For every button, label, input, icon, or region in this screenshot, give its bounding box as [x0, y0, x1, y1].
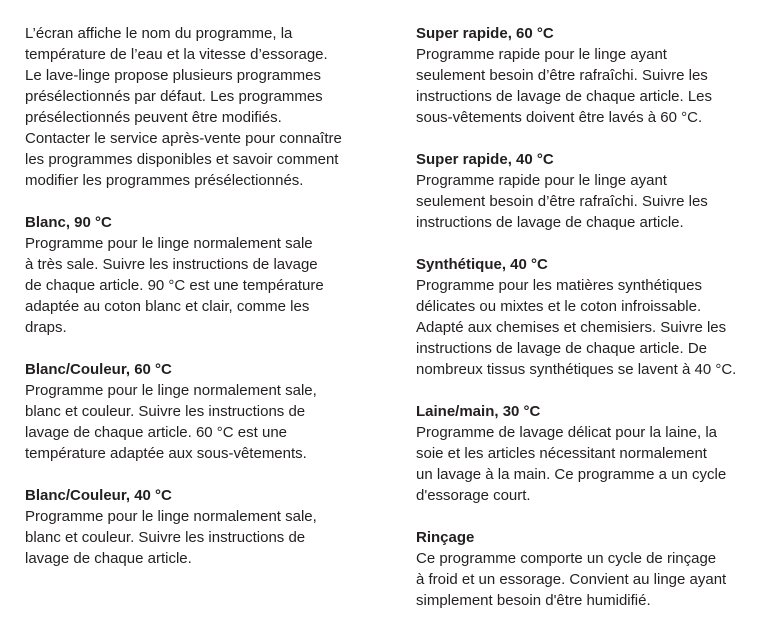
program-title: Blanc/Couleur, 40 °C: [25, 487, 172, 504]
program-rincage: [416, 527, 772, 611]
program-description-line: seulement besoin d’être rafraîchi. Suivre les: [416, 67, 708, 84]
program-title: Blanc, 90 °C: [25, 214, 112, 231]
program-blanc-couleur-60: [25, 359, 395, 464]
program-description-line: sous-vêtements doivent être lavés à 60 °C.: [416, 109, 703, 126]
program-description-line: Programme pour les matières synthétiques: [416, 277, 702, 294]
program-title: Rinçage: [416, 529, 475, 546]
program-blanc-90: [25, 212, 395, 338]
program-description-line: simplement besoin d'être humidifié.: [416, 592, 651, 609]
program-description-line: blanc et couleur. Suivre les instructions de: [25, 529, 306, 546]
intro-line: Le lave-linge propose plusieurs programmes: [25, 67, 321, 84]
intro-paragraph: [25, 23, 395, 191]
program-super-rapide-40: [416, 149, 772, 233]
program-description-line: Ce programme comporte un cycle de rinçage: [416, 550, 717, 567]
program-super-rapide-60: [416, 23, 772, 128]
program-description-line: instructions de lavage de chaque article. Les: [416, 88, 713, 105]
program-description-line: draps.: [25, 319, 67, 336]
program-description-line: blanc et couleur. Suivre les instructions de: [25, 403, 306, 420]
program-title: Super rapide, 60 °C: [416, 25, 554, 42]
program-description-line: température adaptée aux sous-vêtements.: [25, 445, 307, 462]
program-title: Laine/main, 30 °C: [416, 403, 541, 420]
right-column: [416, 23, 772, 632]
program-description-line: seulement besoin d’être rafraîchi. Suivre les: [416, 193, 708, 210]
intro-line: modifier les programmes présélectionnés.: [25, 172, 304, 189]
program-description-line: adaptée au coton blanc et clair, comme les: [25, 298, 310, 315]
intro-line: les programmes disponibles et savoir comment: [25, 151, 339, 168]
program-description-line: instructions de lavage de chaque article.: [416, 214, 684, 231]
program-description-line: Programme pour le linge normalement sale,: [25, 508, 317, 525]
program-description-line: d'essorage court.: [416, 487, 531, 504]
program-blanc-couleur-40: [25, 485, 395, 569]
program-description-line: délicates ou mixtes et le coton infroissable.: [416, 298, 702, 315]
program-description-line: soie et les articles nécessitant normalement: [416, 445, 707, 462]
program-description-line: Programme de lavage délicat pour la laine, la: [416, 424, 718, 441]
program-description-line: Programme pour le linge normalement sale: [25, 235, 313, 252]
program-description-line: de chaque article. 90 °C est une température: [25, 277, 324, 294]
program-description-line: lavage de chaque article. 60 °C est une: [25, 424, 288, 441]
program-description-line: Programme rapide pour le linge ayant: [416, 46, 667, 63]
intro-line: présélectionnés par défaut. Les programmes: [25, 88, 323, 105]
program-title: Super rapide, 40 °C: [416, 151, 554, 168]
program-description-line: à froid et un essorage. Convient au linge ayant: [416, 571, 727, 588]
program-laine-main-30: [416, 401, 772, 506]
intro-line: présélectionnés peuvent être modifiés.: [25, 109, 282, 126]
program-description-line: Programme rapide pour le linge ayant: [416, 172, 667, 189]
program-description-line: nombreux tissus synthétiques se lavent à 40 °C.: [416, 361, 737, 378]
program-description-line: instructions de lavage de chaque article. De: [416, 340, 708, 357]
intro-line: Contacter le service après-vente pour connaître: [25, 130, 342, 147]
program-description-line: à très sale. Suivre les instructions de lavage: [25, 256, 318, 273]
program-title: Synthétique, 40 °C: [416, 256, 548, 273]
intro-line: température de l’eau et la vitesse d’essorage.: [25, 46, 328, 63]
intro-line: L’écran affiche le nom du programme, la: [25, 25, 293, 42]
program-description-line: Adapté aux chemises et chemisiers. Suivre les: [416, 319, 727, 336]
program-title: Blanc/Couleur, 60 °C: [25, 361, 172, 378]
program-description-line: lavage de chaque article.: [25, 550, 192, 567]
program-description-line: un lavage à la main. Ce programme a un cycle: [416, 466, 727, 483]
program-description-line: Programme pour le linge normalement sale,: [25, 382, 317, 399]
program-synthetique-40: [416, 254, 772, 380]
left-column: [25, 23, 395, 590]
